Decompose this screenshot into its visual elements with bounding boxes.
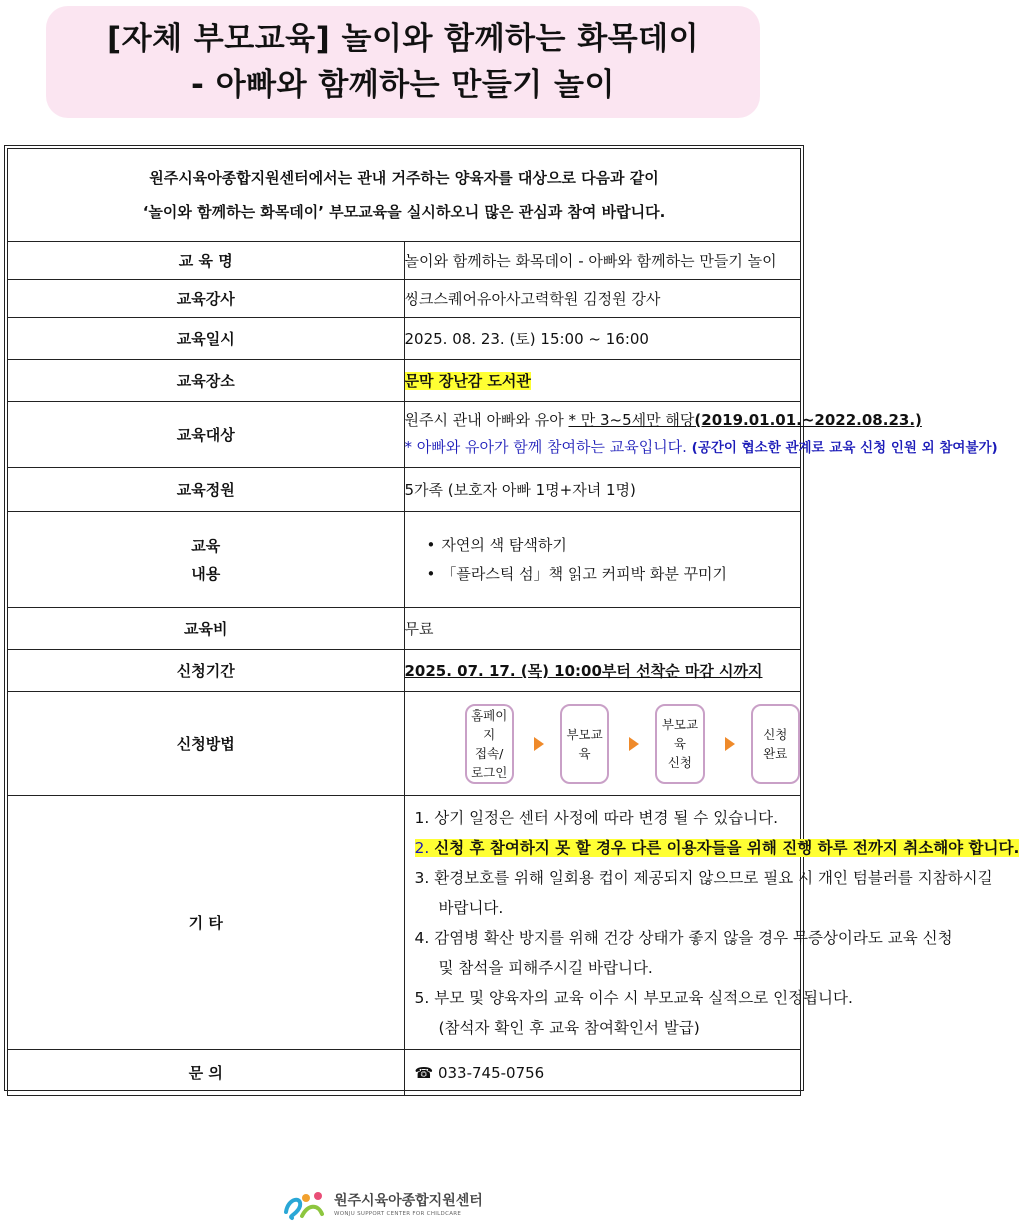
- target-note: * 아빠와 유아가 함께 참여하는 교육입니다.: [404, 438, 687, 456]
- note-1: 1. 상기 일정은 센터 사정에 따라 변경 될 수 있습니다.: [414, 808, 779, 827]
- value-etc: [404, 796, 1019, 1050]
- value-method: [404, 692, 801, 796]
- intro-text: [8, 149, 801, 242]
- arrow-right-icon: [725, 737, 735, 751]
- value-name: 놀이와 함께하는 화목데이 - 아빠와 함께하는 만들기 놀이: [404, 242, 801, 280]
- notes-list: [405, 803, 1019, 1043]
- title-line-2: - 아빠와 함께하는 만들기 놀이: [191, 67, 615, 103]
- step-apply: [655, 704, 704, 784]
- list-item: [427, 531, 801, 560]
- contact-phone: 033-745-0756: [437, 1063, 545, 1082]
- label-place: 교육장소: [8, 360, 405, 402]
- row-method: [8, 692, 801, 796]
- step-apply-line-2: 신청: [667, 755, 693, 770]
- target-note-small: (공간이 협소한 관계로 교육 신청 인원 외 참여불가): [686, 440, 998, 456]
- row-instructor: [8, 280, 801, 318]
- target-birth-range: (2019.01.01.~2022.08.23.): [694, 411, 922, 429]
- row-etc: [8, 796, 801, 1050]
- note-3b: 바랍니다.: [438, 898, 504, 917]
- target-age: * 만 3~5세만 해당: [568, 411, 695, 429]
- row-place: [8, 360, 801, 402]
- info-table-frame: [4, 145, 1019, 1091]
- row-date: [8, 318, 801, 360]
- org-name: 원주시육아종합지원센터: [334, 1192, 483, 1209]
- note-2-text: 신청 후 참여하지 못 할 경우 다른 이용자들을 위해 진행 하루 전까지 취소해야 합니다.: [434, 838, 1019, 857]
- step-complete-line-2: 완료: [763, 745, 788, 761]
- label-period: 신청기간: [8, 650, 405, 692]
- note-4b: 및 참석을 피해주시길 바랍니다.: [438, 958, 653, 977]
- value-period: 2025. 07. 17. (목) 10:00부터 선착순 마감 시까지: [404, 662, 763, 680]
- title-banner: [46, 6, 760, 118]
- label-etc: 기 타: [8, 796, 405, 1050]
- footer-logo: [282, 1188, 483, 1222]
- arrow-right-icon: [629, 737, 639, 751]
- value-capacity: 5가족 (보호자 아빠 1명+자녀 1명): [404, 468, 801, 512]
- row-capacity: [8, 468, 801, 512]
- label-fee: 교육비: [8, 608, 405, 650]
- list-item: [427, 560, 801, 589]
- label-target: 교육대상: [8, 402, 405, 468]
- row-target: [8, 402, 801, 468]
- arrow-right-icon: [534, 737, 544, 751]
- label-name: 교 육 명: [8, 242, 405, 280]
- value-date: 2025. 08. 23. (토) 15:00 ~ 16:00: [404, 318, 801, 360]
- step-parent-edu: [560, 704, 609, 784]
- label-content: [8, 512, 405, 608]
- footer-org: [334, 1193, 483, 1218]
- value-contact: [404, 1050, 801, 1096]
- value-fee: 무료: [404, 608, 801, 650]
- label-method: 신청방법: [8, 692, 405, 796]
- row-period: [8, 650, 801, 692]
- step-apply-line-1: 부모교육: [661, 717, 699, 751]
- step-login-line-2: 접속/: [475, 745, 504, 761]
- title-line-1: [자체 부모교육] 놀이와 함께하는 화목데이: [106, 21, 700, 57]
- row-contact: [8, 1050, 801, 1096]
- content-item-2: 「플라스틱 섬」책 읽고 커피박 화분 꾸미기: [441, 564, 728, 583]
- label-contact: 문 의: [8, 1050, 405, 1096]
- step-login-line-3: 로그인: [471, 764, 508, 780]
- step-login: [465, 704, 514, 784]
- row-fee: [8, 608, 801, 650]
- phone-icon: ☎: [414, 1063, 434, 1082]
- note-5b: (참석자 확인 후 교육 참여확인서 발급): [438, 1018, 700, 1037]
- target-line-1: [404, 407, 922, 434]
- label-date: 교육일시: [8, 318, 405, 360]
- bullet-icon: •: [426, 564, 436, 583]
- label-content-1: 교육: [191, 536, 221, 555]
- note-5a: 5. 부모 및 양육자의 교육 이수 시 부모교육 실적으로 인정됩니다.: [414, 988, 853, 1007]
- note-4a: 4. 감염병 확산 방지를 위해 건강 상태가 좋지 않을 경우 무증상이라도 교육 신청: [414, 928, 953, 947]
- step-parent-edu-line-1: 부모교육: [566, 726, 603, 761]
- target-line-2: [404, 434, 998, 462]
- intro-line-2: ‘놀이와 함께하는 화목데이’ 부모교육을 실시하오니 많은 관심과 참여 바랍니다.: [142, 203, 666, 221]
- target-prefix: 원주시 관내 아빠와 유아: [404, 411, 569, 429]
- step-complete: [751, 704, 800, 784]
- content-list: [415, 531, 801, 589]
- value-target: [404, 402, 998, 468]
- info-table: [7, 148, 1019, 1096]
- content-item-1: 자연의 색 탐색하기: [441, 535, 567, 554]
- row-name: [8, 242, 801, 280]
- label-instructor: 교육강사: [8, 280, 405, 318]
- bullet-icon: •: [426, 535, 436, 554]
- label-capacity: 교육정원: [8, 468, 405, 512]
- value-place: 문막 장난감 도서관: [404, 372, 531, 390]
- note-2-num: 2.: [414, 838, 435, 857]
- row-content: [8, 512, 801, 608]
- label-content-2: 내용: [191, 564, 221, 583]
- org-sub: WONJU SUPPORT CENTER FOR CHILDCARE: [334, 1210, 462, 1217]
- intro-line-1: 원주시육아종합지원센터에서는 관내 거주하는 양육자를 대상으로 다음과 같이: [149, 169, 659, 187]
- note-2: [414, 833, 1019, 863]
- application-flow: [405, 704, 801, 784]
- value-place-cell: [404, 360, 801, 402]
- value-instructor: 씽크스퀘어유아사고력학원 김정원 강사: [404, 280, 801, 318]
- step-complete-line-1: 신청: [763, 726, 788, 742]
- value-period-cell: [404, 650, 801, 692]
- note-3a: 3. 환경보호를 위해 일회용 컵이 제공되지 않으므로 필요 시 개인 텀블러를 지참하시길: [414, 868, 993, 887]
- value-content: [404, 512, 801, 608]
- step-login-line-1: 홈페이지: [471, 707, 508, 742]
- org-logo-icon: [282, 1190, 328, 1220]
